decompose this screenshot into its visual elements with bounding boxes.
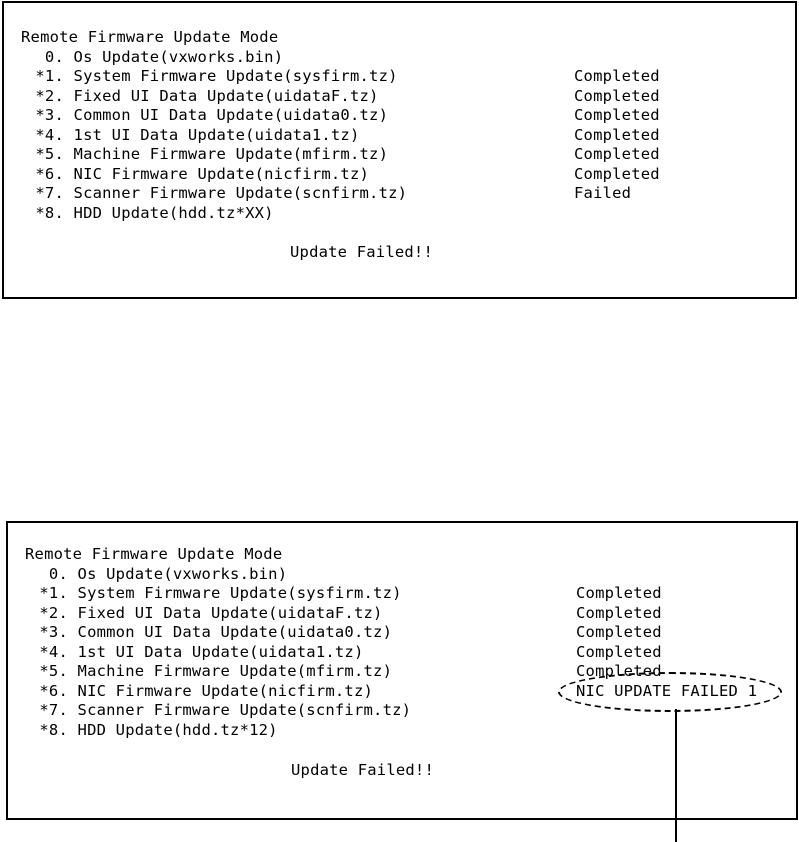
item-label: Common UI Data Update(uidata0.tz) bbox=[77, 623, 393, 641]
item-label: HDD Update(hdd.tz*12) bbox=[77, 720, 278, 739]
list-item bbox=[8, 682, 373, 702]
status-text: Completed bbox=[574, 86, 660, 105]
item-label: Common UI Data Update(uidata0.tz) bbox=[73, 106, 389, 124]
item-number: 0. bbox=[44, 47, 64, 66]
list-item bbox=[4, 87, 379, 107]
item-number: *8. bbox=[35, 203, 64, 222]
item-number: *4. bbox=[39, 642, 68, 661]
list-item bbox=[8, 623, 392, 643]
list-item bbox=[8, 565, 287, 585]
item-label: Fixed UI Data Update(uidataF.tz) bbox=[73, 86, 379, 105]
status-text: Completed bbox=[574, 125, 660, 144]
item-number: *4. bbox=[35, 125, 64, 144]
status-text: Completed bbox=[576, 623, 662, 641]
item-number: 0. bbox=[48, 564, 68, 583]
firmware-update-screen-after bbox=[6, 521, 798, 820]
list-item bbox=[4, 126, 360, 146]
status-text: Completed bbox=[574, 145, 660, 163]
item-number: *3. bbox=[35, 106, 64, 124]
item-number: *5. bbox=[39, 662, 68, 680]
item-number: *1. bbox=[35, 67, 64, 85]
item-number: *2. bbox=[35, 86, 64, 105]
list-item bbox=[4, 184, 407, 204]
status-text: Completed bbox=[576, 662, 662, 680]
item-label: NIC Firmware Update(nicfirm.tz) bbox=[77, 681, 374, 700]
callout-leader-line bbox=[675, 709, 677, 842]
item-number: *1. bbox=[39, 584, 68, 602]
item-label: System Firmware Update(sysfirm.tz) bbox=[77, 584, 402, 602]
update-result-message: Update Failed!! bbox=[291, 761, 434, 779]
status-text: Completed bbox=[576, 584, 662, 602]
item-label: NIC Firmware Update(nicfirm.tz) bbox=[73, 164, 370, 183]
status-text: Completed bbox=[574, 164, 660, 183]
status-text: Completed bbox=[574, 106, 660, 124]
firmware-update-screen-before bbox=[2, 1, 797, 299]
item-number: *3. bbox=[39, 623, 68, 641]
item-label: Fixed UI Data Update(uidataF.tz) bbox=[77, 603, 383, 622]
item-number: *8. bbox=[39, 720, 68, 739]
item-number: *2. bbox=[39, 603, 68, 622]
item-label: Os Update(vxworks.bin) bbox=[77, 564, 288, 583]
list-item bbox=[8, 701, 411, 721]
item-label: 1st UI Data Update(uidata1.tz) bbox=[77, 642, 364, 661]
error-status-text: NIC UPDATE FAILED 1 bbox=[576, 681, 758, 700]
list-item bbox=[8, 584, 402, 604]
screen-title: Remote Firmware Update Mode bbox=[25, 545, 283, 563]
status-text: Failed bbox=[574, 184, 632, 202]
list-item bbox=[8, 604, 383, 624]
update-result-message: Update Failed!! bbox=[290, 243, 433, 261]
item-number: *6. bbox=[39, 681, 68, 700]
status-text: Completed bbox=[574, 67, 660, 85]
item-number: *6. bbox=[35, 164, 64, 183]
item-label: Scanner Firmware Update(scnfirm.tz) bbox=[73, 184, 408, 202]
list-item bbox=[8, 662, 392, 682]
item-label: Os Update(vxworks.bin) bbox=[73, 47, 284, 66]
item-label: Machine Firmware Update(mfirm.tz) bbox=[73, 145, 389, 163]
list-item bbox=[4, 67, 398, 87]
list-item bbox=[4, 145, 388, 165]
list-item bbox=[4, 48, 283, 68]
item-label: 1st UI Data Update(uidata1.tz) bbox=[73, 125, 360, 144]
list-item bbox=[4, 165, 369, 185]
item-number: *7. bbox=[39, 701, 68, 719]
item-label: System Firmware Update(sysfirm.tz) bbox=[73, 67, 398, 85]
list-item bbox=[4, 204, 274, 224]
item-label: Scanner Firmware Update(scnfirm.tz) bbox=[77, 701, 412, 719]
status-text: Completed bbox=[576, 603, 662, 622]
list-item bbox=[8, 643, 364, 663]
status-text: Completed bbox=[576, 642, 662, 661]
list-item bbox=[8, 721, 278, 741]
screen-title: Remote Firmware Update Mode bbox=[21, 28, 279, 46]
item-number: *7. bbox=[35, 184, 64, 202]
error-highlight-oval bbox=[558, 672, 782, 712]
item-number: *5. bbox=[35, 145, 64, 163]
item-label: Machine Firmware Update(mfirm.tz) bbox=[77, 662, 393, 680]
item-label: HDD Update(hdd.tz*XX) bbox=[73, 203, 274, 222]
list-item bbox=[4, 106, 388, 126]
